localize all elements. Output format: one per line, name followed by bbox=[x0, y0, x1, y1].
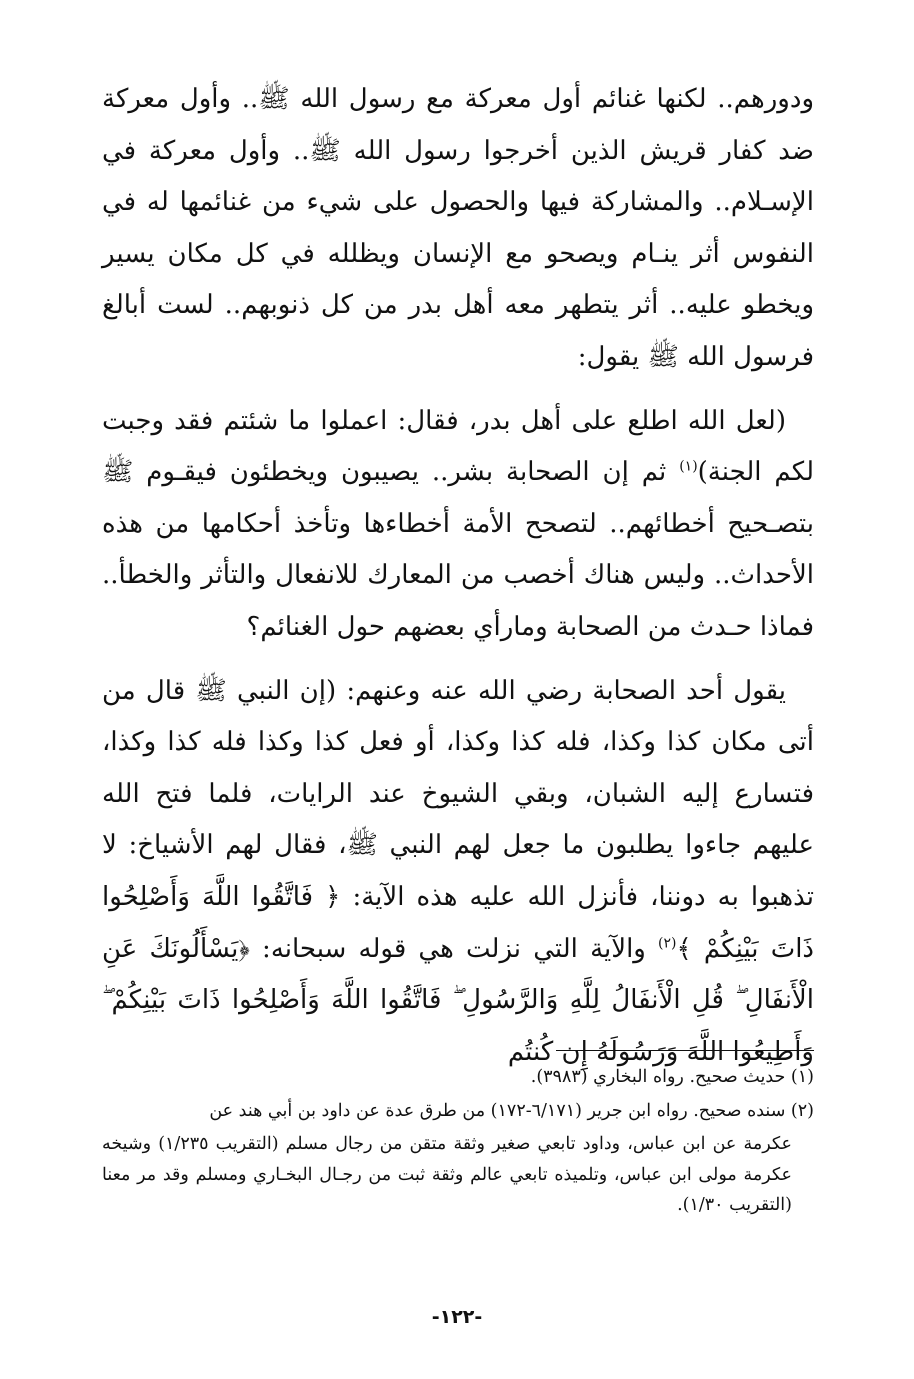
footnote-1: (١) حديث صحيح. رواه البخاري (٣٩٨٣). bbox=[530, 1067, 814, 1087]
footnote-2 bbox=[102, 1096, 814, 1127]
footnote-2-first-line: (٢) سنده صحيح. رواه ابن جرير (٦/١٧١-١٧٢) من طرق عدة عن داود بن أبي هند عن bbox=[209, 1100, 814, 1121]
footnote-ref-1: (١) bbox=[679, 458, 698, 475]
page-number: -١٢٢- bbox=[431, 1306, 483, 1328]
footnotes bbox=[102, 1062, 814, 1221]
footnote-2-continuation: عكرمة عن ابن عباس، وداود تابعي صغير وثقة متقن من رجال مسلم (التقريب ١/٢٣٥) وشيخه عكرمة مولى ابن عباس، وتلميذه تابعي عالم وثقة ثبت من رجـال البخـاري ومسلم وقد مر معنا (التقريب ١/٣٠). bbox=[102, 1134, 792, 1215]
paragraph-2-continuation: ثم إن الصحابة بشر.. يصيبون ويخطئون فيقـوم ﷺ بتصـحيح أخطائهم.. لتصحح الأمة أخطاءها وتأخذ أحكامها من هذه الأحداث.. وليس هناك أخصب من المعارك للانفعال والتأثر والخطأ.. فماذا حـدث من الصحابة ومارأي بعضهم حول الغنائم؟ bbox=[102, 457, 814, 642]
paragraph-3-continuation: والآية التي نزلت هي قوله سبحانه: bbox=[249, 933, 659, 964]
paragraph-1: ودورهم.. لكنها غنائم أول معركة مع رسول الله ﷺ.. وأول معركة ضد كفار قريش الذين أخرجوا رسول الله ﷺ.. وأول معركة في الإسـلام.. والمشاركة فيها والحصول على شيء من غنائمها له في النفوس أثر ينـام ويصحو مع الإنسان ويظلله في كل مكان يسير ويخطو عليه.. أثر يتطهر معه أهل بدر من كل ذنوبهم.. لست أبالغ فرسول الله ﷺ يقول: bbox=[102, 84, 814, 372]
paragraph-3 bbox=[102, 666, 814, 1079]
narration-text: يقول أحد الصحابة رضي الله عنه وعنهم: (إن النبي ﷺ قال من أتى مكان كذا وكذا، فله كذا وكذا، أو فعل كذا وكذا فله كذا وكذا، فتسارع إليه الشبان، وبقي الشيوخ عند الرايات، فلما فتح الله عليهم جاءوا يطلبون ما جعل لهم النبي ﷺ، فقال لهم الأشياخ: لا تذهبوا به دوننا، فأنزل الله عليه هذه الآية: bbox=[102, 675, 814, 912]
quran-verse-1: ﴿ فَاتَّقُوا اللَّهَ وَأَصْلِحُوا ذَاتَ بَيْنِكُمْ ﴾ bbox=[102, 881, 814, 964]
paragraph-2 bbox=[102, 396, 814, 654]
footnote-ref-2: (٢) bbox=[658, 934, 677, 951]
footnote-divider bbox=[556, 1050, 814, 1051]
quran-verse-2: ﴿يَسْأَلُونَكَ عَنِ الْأَنفَالِ ۖ قُلِ الْأَنفَالُ لِلَّهِ وَالرَّسُولِ ۖ فَاتَّقُوا اللَّهَ وَأَصْلِحُوا ذَاتَ بَيْنِكُمْ ۖ وَأَطِيعُوا اللَّهَ وَرَسُولَهُ إِن كُنتُم bbox=[102, 933, 814, 1067]
hadith-quote: (لعل الله اطلع على أهل بدر، فقال: اعملوا ما شئتم فقد وجبت لكم الجنة) bbox=[102, 405, 814, 488]
main-text bbox=[102, 74, 814, 1078]
